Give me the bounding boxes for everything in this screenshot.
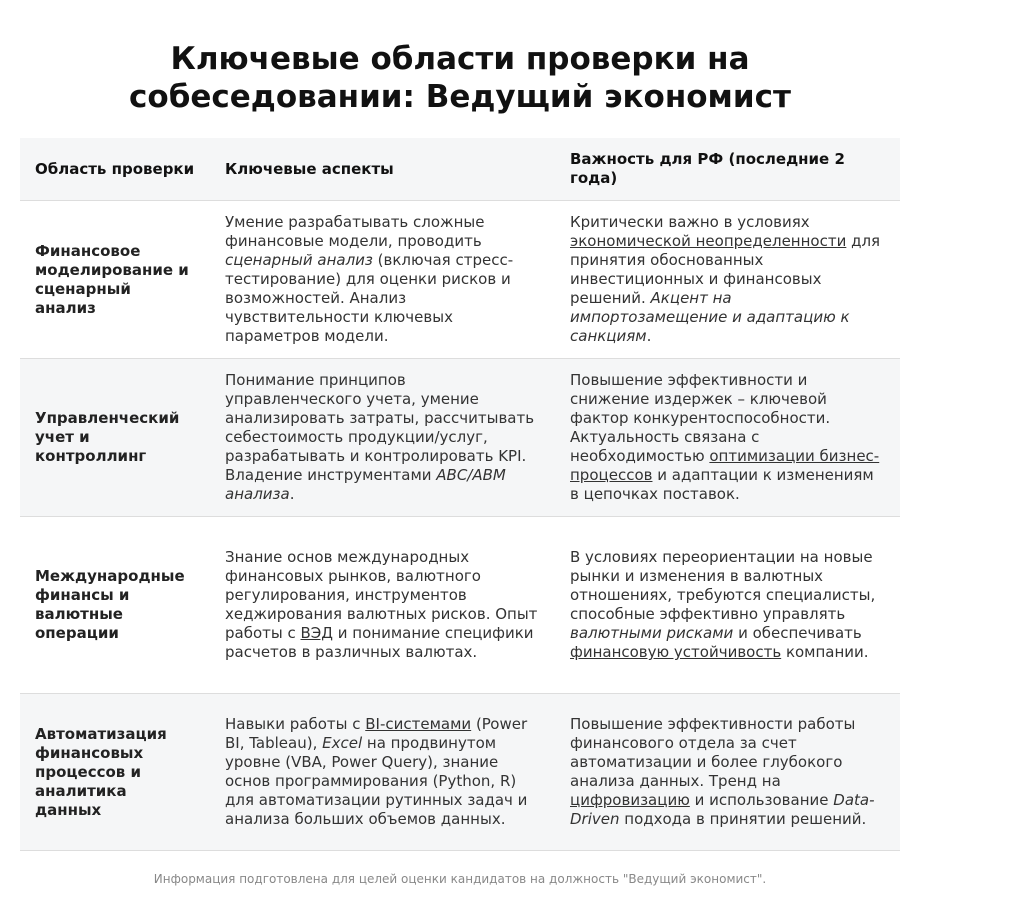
- text-segment: Навыки работы с: [225, 715, 366, 733]
- interview-areas-table: [20, 138, 900, 851]
- table-header-row: [20, 138, 900, 201]
- text-segment: В условиях переориентации на новые рынки и изменения в валютных отношениях, требуются специалисты, способные эффективно управлять: [570, 548, 876, 623]
- column-header-aspects: Ключевые аспекты: [210, 138, 555, 201]
- importance-cell: [555, 517, 900, 694]
- area-cell: Международные финансы и валютные операции: [20, 517, 210, 694]
- underlined-text: цифровизацию: [570, 791, 690, 809]
- text-segment: Критически важно в условиях: [570, 213, 810, 231]
- column-header-importance: Важность для РФ (последние 2 года): [555, 138, 900, 201]
- text-segment: подхода в принятии решений.: [619, 810, 867, 828]
- italic-text: сценарный анализ: [225, 251, 373, 269]
- underlined-text: финансовую устойчивость: [570, 643, 782, 661]
- text-segment: компании.: [781, 643, 869, 661]
- text-segment: (Power BI, Tableau),: [225, 715, 528, 752]
- footer-note: Информация подготовлена для целей оценки кандидатов на должность "Ведущий экономист".: [153, 872, 767, 886]
- text-segment: для принятия обоснованных инвестиционных и финансовых решений.: [570, 232, 881, 307]
- aspects-cell: [210, 694, 555, 851]
- italic-text: ABC/ABM анализа: [225, 466, 506, 503]
- text-segment: и адаптации к изменениям в цепочках поставок.: [570, 466, 874, 503]
- aspects-cell: [210, 201, 555, 359]
- italic-text: Excel: [322, 734, 363, 752]
- text-segment: на продвинутом уровне (VBA, Power Query), знание основ программирования (Python, R) для автоматизации рутинных задач и анализа больших объемов данных.: [225, 734, 528, 828]
- underlined-text: оптимизации бизнес-процессов: [570, 447, 880, 484]
- area-cell: Управленческий учет и контроллинг: [20, 359, 210, 517]
- importance-cell: [555, 359, 900, 517]
- text-segment: Знание основ международных финансовых рынков, валютного регулирования, инструментов хеджирования валютных рисков. Опыт работы с: [225, 548, 538, 642]
- table-row: [20, 201, 900, 359]
- table-row: [20, 359, 900, 517]
- italic-text: Акцент на импортозамещение и адаптацию к санкциям: [570, 289, 850, 345]
- text-segment: Умение разрабатывать сложные финансовые модели, проводить: [225, 213, 485, 250]
- table-row: [20, 517, 900, 694]
- table-row: [20, 694, 900, 851]
- text-segment: и понимание специфики расчетов в различных валютах.: [225, 624, 534, 661]
- underlined-text: ВЭД: [300, 624, 333, 642]
- area-cell: Финансовое моделирование и сценарный анализ: [20, 201, 210, 359]
- importance-cell: [555, 694, 900, 851]
- italic-text: валютными рисками: [570, 624, 734, 642]
- aspects-cell: [210, 517, 555, 694]
- page-title-line-1: Ключевые области проверки на: [170, 41, 750, 77]
- text-segment: (включая стресс-тестирование) для оценки рисков и возможностей. Анализ чувствительности ключевых параметров модели.: [225, 251, 514, 345]
- aspects-cell: [210, 359, 555, 517]
- area-cell: Автоматизация финансовых процессов и аналитика данных: [20, 694, 210, 851]
- text-segment: Повышение эффективности работы финансового отдела за счет автоматизации и более глубокого анализа данных. Тренд на: [570, 715, 856, 790]
- underlined-text: BI-системами: [365, 715, 472, 733]
- underlined-text: экономической неопределенности: [570, 232, 847, 250]
- text-segment: и использование: [689, 791, 834, 809]
- page-title-line-2: собеседовании: Ведущий экономист: [129, 79, 791, 115]
- page-title: [20, 40, 900, 116]
- text-segment: .: [646, 327, 652, 345]
- text-segment: и обеспечивать: [733, 624, 862, 642]
- text-segment: Повышение эффективности и снижение издержек – ключевой фактор конкурентоспособности. Актуальность связана с необходимостью: [570, 371, 831, 465]
- column-header-area: Область проверки: [20, 138, 210, 201]
- text-segment: .: [289, 485, 295, 503]
- text-segment: Понимание принципов управленческого учета, умение анализировать затраты, рассчитывать себестоимость продукции/услуг, разрабатывать и контролировать KPI. Владение инструментами: [225, 371, 535, 484]
- importance-cell: [555, 201, 900, 359]
- italic-text: Data-Driven: [570, 791, 875, 828]
